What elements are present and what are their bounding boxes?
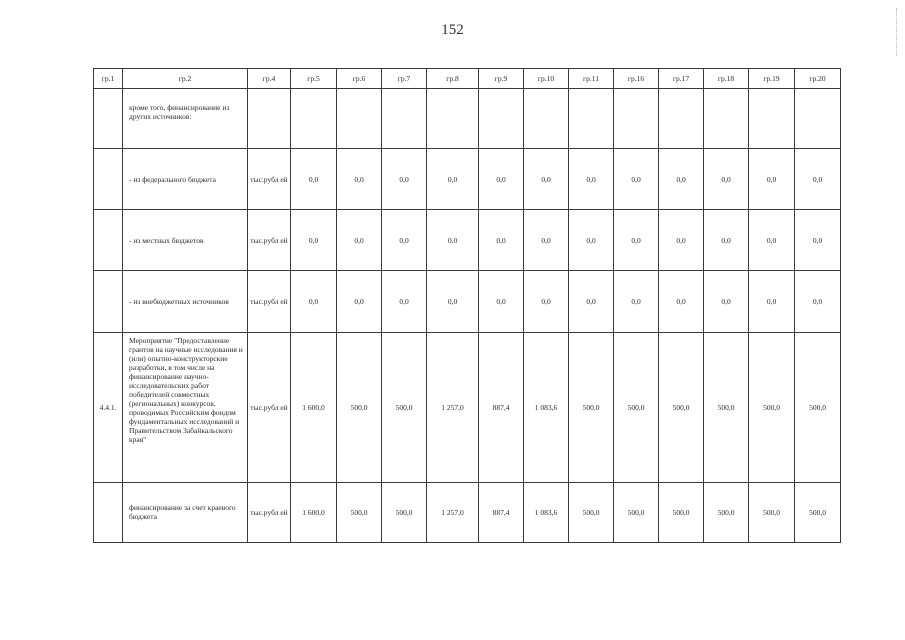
row-number-cell bbox=[94, 271, 123, 332]
value-cell bbox=[795, 89, 841, 149]
value-cell bbox=[704, 89, 749, 149]
row-number-cell bbox=[94, 89, 123, 149]
value-cell: 1 600,0 bbox=[291, 482, 337, 542]
value-cell: 887,4 bbox=[479, 332, 524, 482]
column-header: гр.5 bbox=[291, 69, 337, 89]
value-cell: 0,0 bbox=[795, 271, 841, 332]
row-name-cell: финансирование за счет краевого бюджета bbox=[123, 482, 248, 542]
value-cell: 0,0 bbox=[614, 210, 659, 271]
value-cell: 0,0 bbox=[382, 149, 427, 210]
value-cell: 0,0 bbox=[614, 271, 659, 332]
scan-edge-mark bbox=[896, 8, 899, 56]
value-cell: 500,0 bbox=[749, 482, 795, 542]
value-cell: 1 257,0 bbox=[427, 482, 479, 542]
value-cell: 0,0 bbox=[479, 210, 524, 271]
value-cell: 0,0 bbox=[337, 149, 382, 210]
value-cell: 1 083,6 bbox=[524, 332, 569, 482]
page-number: 152 bbox=[441, 22, 464, 38]
value-cell: 500,0 bbox=[749, 332, 795, 482]
value-cell: 500,0 bbox=[382, 332, 427, 482]
column-header: гр.10 bbox=[524, 69, 569, 89]
column-header: гр.6 bbox=[337, 69, 382, 89]
column-header: гр.19 bbox=[749, 69, 795, 89]
value-cell: 0,0 bbox=[749, 210, 795, 271]
value-cell: 1 257,0 bbox=[427, 332, 479, 482]
row-name-cell: - из местных бюджетов bbox=[123, 210, 248, 271]
value-cell: 500,0 bbox=[704, 482, 749, 542]
value-cell: 0,0 bbox=[382, 271, 427, 332]
value-cell: 0,0 bbox=[704, 271, 749, 332]
column-header: гр.4 bbox=[248, 69, 291, 89]
row-number-cell bbox=[94, 210, 123, 271]
value-cell bbox=[614, 89, 659, 149]
value-cell: 0,0 bbox=[524, 210, 569, 271]
value-cell: 0,0 bbox=[569, 149, 614, 210]
value-cell: 500,0 bbox=[382, 482, 427, 542]
value-cell: 0,0 bbox=[659, 149, 704, 210]
table-row bbox=[94, 482, 841, 542]
value-cell: 0,0 bbox=[382, 210, 427, 271]
row-number-cell bbox=[94, 149, 123, 210]
row-name-cell: кроме того, финансирование из других источников: bbox=[123, 89, 248, 149]
value-cell: 0,0 bbox=[427, 210, 479, 271]
value-cell: 0,0 bbox=[569, 210, 614, 271]
row-number-cell bbox=[94, 482, 123, 542]
header-row bbox=[94, 69, 841, 89]
value-cell: 500,0 bbox=[795, 332, 841, 482]
value-cell: 0,0 bbox=[749, 149, 795, 210]
value-cell: 500,0 bbox=[704, 332, 749, 482]
value-cell: 0,0 bbox=[569, 271, 614, 332]
value-cell: 0,0 bbox=[795, 210, 841, 271]
unit-cell: тыс.рубл ей bbox=[248, 332, 291, 482]
table-row bbox=[94, 89, 841, 149]
unit-cell: тыс.рубл ей bbox=[248, 210, 291, 271]
row-name-cell: Мероприятие "Предоставление грантов на научные исследования и (или) опытно-конструкторские разработки, в том числе на финансирование научно-исследовательских работ победителей совместных (региональных) конкурсов, проводимых Российским фондом фундаментальных исследований и Правительством Забайкальского края" bbox=[123, 332, 248, 482]
value-cell: 0,0 bbox=[704, 210, 749, 271]
table-row bbox=[94, 271, 841, 332]
value-cell: 1 600,0 bbox=[291, 332, 337, 482]
value-cell: 0,0 bbox=[749, 271, 795, 332]
value-cell: 0,0 bbox=[291, 210, 337, 271]
value-cell bbox=[427, 89, 479, 149]
value-cell: 0,0 bbox=[427, 271, 479, 332]
value-cell: 0,0 bbox=[524, 149, 569, 210]
value-cell: 1 083,6 bbox=[524, 482, 569, 542]
value-cell: 500,0 bbox=[569, 332, 614, 482]
column-header: гр.9 bbox=[479, 69, 524, 89]
column-header: гр.18 bbox=[704, 69, 749, 89]
value-cell: 500,0 bbox=[614, 482, 659, 542]
value-cell: 500,0 bbox=[337, 482, 382, 542]
value-cell: 0,0 bbox=[524, 271, 569, 332]
column-header: гр.2 bbox=[123, 69, 248, 89]
value-cell: 500,0 bbox=[614, 332, 659, 482]
row-name-cell: - из федерального бюджета bbox=[123, 149, 248, 210]
row-number-cell: 4.4.1. bbox=[94, 332, 123, 482]
value-cell: 0,0 bbox=[337, 271, 382, 332]
value-cell: 0,0 bbox=[291, 149, 337, 210]
value-cell: 500,0 bbox=[659, 482, 704, 542]
table-row bbox=[94, 210, 841, 271]
column-header: гр.8 bbox=[427, 69, 479, 89]
table-row bbox=[94, 332, 841, 482]
value-cell bbox=[749, 89, 795, 149]
table-row bbox=[94, 149, 841, 210]
value-cell bbox=[337, 89, 382, 149]
value-cell: 0,0 bbox=[337, 210, 382, 271]
value-cell: 887,4 bbox=[479, 482, 524, 542]
value-cell: 500,0 bbox=[659, 332, 704, 482]
column-header: гр.7 bbox=[382, 69, 427, 89]
value-cell: 0,0 bbox=[479, 149, 524, 210]
column-header: гр.17 bbox=[659, 69, 704, 89]
unit-cell: тыс.рубл ей bbox=[248, 482, 291, 542]
unit-cell: тыс.рубл ей bbox=[248, 271, 291, 332]
value-cell bbox=[569, 89, 614, 149]
budget-table bbox=[93, 68, 841, 543]
value-cell: 500,0 bbox=[569, 482, 614, 542]
value-cell: 0,0 bbox=[427, 149, 479, 210]
row-name-cell: - из внебюджетных источников bbox=[123, 271, 248, 332]
value-cell: 0,0 bbox=[659, 210, 704, 271]
value-cell: 0,0 bbox=[795, 149, 841, 210]
value-cell: 0,0 bbox=[479, 271, 524, 332]
column-header: гр.1 bbox=[94, 69, 123, 89]
value-cell bbox=[524, 89, 569, 149]
value-cell bbox=[659, 89, 704, 149]
column-header: гр.20 bbox=[795, 69, 841, 89]
column-header: гр.16 bbox=[614, 69, 659, 89]
unit-cell bbox=[248, 89, 291, 149]
column-header: гр.11 bbox=[569, 69, 614, 89]
value-cell: 0,0 bbox=[659, 271, 704, 332]
value-cell bbox=[291, 89, 337, 149]
value-cell: 500,0 bbox=[337, 332, 382, 482]
value-cell bbox=[479, 89, 524, 149]
unit-cell: тыс.рубл ей bbox=[248, 149, 291, 210]
value-cell: 0,0 bbox=[704, 149, 749, 210]
value-cell: 500,0 bbox=[795, 482, 841, 542]
value-cell: 0,0 bbox=[614, 149, 659, 210]
value-cell: 0,0 bbox=[291, 271, 337, 332]
value-cell bbox=[382, 89, 427, 149]
